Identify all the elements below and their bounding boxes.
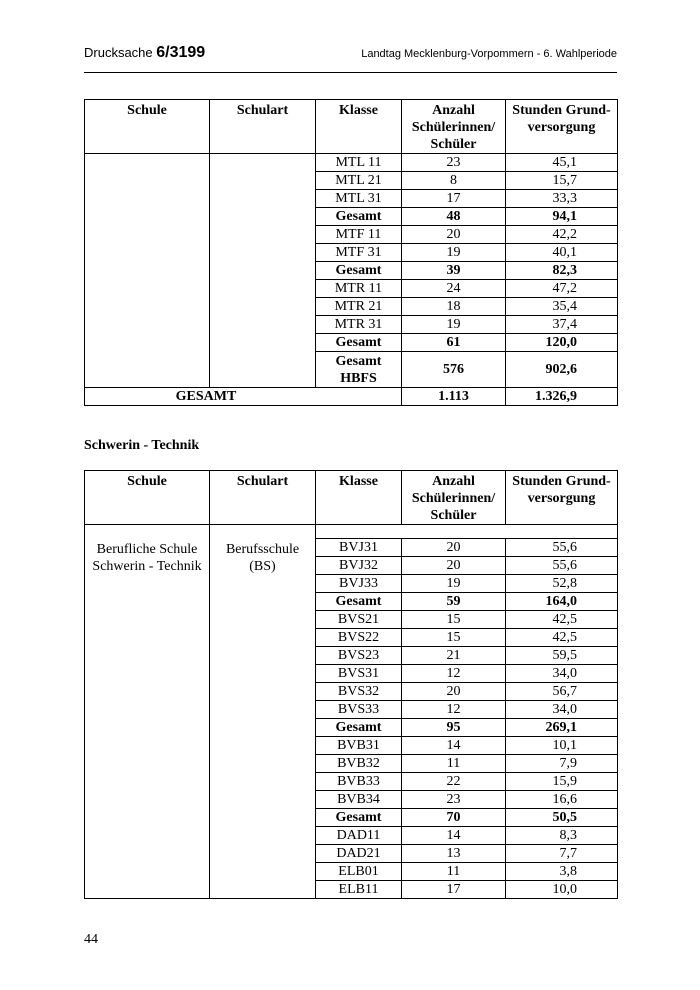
total-stunden: 1.326,9 — [506, 388, 618, 406]
stunden-cell: 15,7 — [506, 172, 618, 190]
document-number: Drucksache 6/3199 — [84, 44, 206, 61]
anzahl-cell: 70 — [402, 809, 506, 827]
anzahl-cell: 48 — [402, 208, 506, 226]
stunden-cell: 40,1 — [506, 244, 618, 262]
klasse-cell: BVS32 — [316, 683, 402, 701]
stunden-cell: 55,6 — [506, 539, 618, 557]
stunden-cell: 3,8 — [506, 863, 618, 881]
anzahl-cell: 20 — [402, 539, 506, 557]
stunden-cell: 42,5 — [506, 629, 618, 647]
stunden-cell: 42,2 — [506, 226, 618, 244]
stunden-cell: 902,6 — [506, 352, 618, 388]
klasse-cell: BVB33 — [316, 773, 402, 791]
anzahl-cell: 20 — [402, 683, 506, 701]
klasse-cell: BVJ32 — [316, 557, 402, 575]
spacer-row — [85, 525, 618, 539]
anzahl-cell: 12 — [402, 665, 506, 683]
klasse-cell: Gesamt — [316, 593, 402, 611]
anzahl-cell: 17 — [402, 881, 506, 899]
klasse-cell: BVS33 — [316, 701, 402, 719]
stunden-cell: 164,0 — [506, 593, 618, 611]
klasse-cell: MTR 31 — [316, 316, 402, 334]
anzahl-cell: 19 — [402, 316, 506, 334]
stunden-cell: 42,5 — [506, 611, 618, 629]
schulart-cell — [210, 154, 316, 388]
stunden-cell: 33,3 — [506, 190, 618, 208]
anzahl-cell: 13 — [402, 845, 506, 863]
schulart-cell: Berufsschule (BS) — [210, 525, 316, 899]
anzahl-cell: 12 — [402, 701, 506, 719]
stunden-cell: 16,6 — [506, 791, 618, 809]
stunden-cell: 10,1 — [506, 737, 618, 755]
total-label: GESAMT — [85, 388, 402, 406]
stunden-cell: 59,5 — [506, 647, 618, 665]
anzahl-cell: 23 — [402, 154, 506, 172]
klasse-cell: BVJ31 — [316, 539, 402, 557]
col-header-stunden: Stunden Grund- versorgung — [506, 471, 618, 525]
stunden-cell: 52,8 — [506, 575, 618, 593]
klasse-cell: MTL 21 — [316, 172, 402, 190]
col-header-schulart: Schulart — [210, 471, 316, 525]
col-header-klasse: Klasse — [316, 471, 402, 525]
anzahl-cell: 95 — [402, 719, 506, 737]
stunden-cell: 37,4 — [506, 316, 618, 334]
klasse-cell: BVS31 — [316, 665, 402, 683]
stunden-cell: 34,0 — [506, 701, 618, 719]
klasse-cell: BVB34 — [316, 791, 402, 809]
anzahl-cell: 20 — [402, 557, 506, 575]
anzahl-cell: 22 — [402, 773, 506, 791]
stunden-cell: 8,3 — [506, 827, 618, 845]
klasse-cell: MTL 31 — [316, 190, 402, 208]
col-header-anzahl: Anzahl Schülerinnen/ Schüler — [402, 100, 506, 154]
klasse-cell: Gesamt — [316, 809, 402, 827]
anzahl-cell: 8 — [402, 172, 506, 190]
anzahl-cell: 14 — [402, 737, 506, 755]
klasse-cell: MTR 11 — [316, 280, 402, 298]
klasse-cell: BVB32 — [316, 755, 402, 773]
anzahl-cell: 39 — [402, 262, 506, 280]
klasse-cell: MTR 21 — [316, 298, 402, 316]
klasse-cell: ELB01 — [316, 863, 402, 881]
stunden-cell: 120,0 — [506, 334, 618, 352]
spacer-cell — [316, 525, 618, 539]
klasse-cell: DAD11 — [316, 827, 402, 845]
stunden-cell: 7,7 — [506, 845, 618, 863]
klasse-cell: BVS23 — [316, 647, 402, 665]
klasse-cell: Gesamt — [316, 208, 402, 226]
section-title: Schwerin - Technik — [84, 438, 200, 453]
stunden-cell: 7,9 — [506, 755, 618, 773]
col-header-schule: Schule — [85, 100, 210, 154]
table-hbfs — [84, 99, 618, 406]
stunden-cell: 34,0 — [506, 665, 618, 683]
total-row — [85, 388, 618, 406]
anzahl-cell: 19 — [402, 575, 506, 593]
stunden-cell: 10,0 — [506, 881, 618, 899]
anzahl-cell: 11 — [402, 863, 506, 881]
klasse-cell: Gesamt HBFS — [316, 352, 402, 388]
anzahl-cell: 19 — [402, 244, 506, 262]
klasse-cell: BVJ33 — [316, 575, 402, 593]
anzahl-cell: 17 — [402, 190, 506, 208]
klasse-cell: BVS22 — [316, 629, 402, 647]
stunden-cell: 94,1 — [506, 208, 618, 226]
schule-cell — [85, 154, 210, 388]
anzahl-cell: 61 — [402, 334, 506, 352]
klasse-cell: ELB11 — [316, 881, 402, 899]
stunden-cell: 269,1 — [506, 719, 618, 737]
schule-cell: Berufliche Schule Schwerin - Technik — [85, 525, 210, 899]
stunden-cell: 50,5 — [506, 809, 618, 827]
table-row — [85, 154, 618, 172]
anzahl-cell: 21 — [402, 647, 506, 665]
stunden-cell: 45,1 — [506, 154, 618, 172]
klasse-cell: Gesamt — [316, 262, 402, 280]
anzahl-cell: 59 — [402, 593, 506, 611]
anzahl-cell: 23 — [402, 791, 506, 809]
stunden-cell: 47,2 — [506, 280, 618, 298]
klasse-cell: MTF 11 — [316, 226, 402, 244]
klasse-cell: DAD21 — [316, 845, 402, 863]
stunden-cell: 15,9 — [506, 773, 618, 791]
page-number: 44 — [84, 932, 98, 947]
total-anzahl: 1.113 — [402, 388, 506, 406]
klasse-cell: MTL 11 — [316, 154, 402, 172]
col-header-stunden: Stunden Grund- versorgung — [506, 100, 618, 154]
table-schwerin-technik — [84, 470, 618, 899]
anzahl-cell: 20 — [402, 226, 506, 244]
stunden-cell: 35,4 — [506, 298, 618, 316]
page-header — [84, 40, 617, 73]
col-header-klasse: Klasse — [316, 100, 402, 154]
klasse-cell: BVS21 — [316, 611, 402, 629]
klasse-cell: MTF 31 — [316, 244, 402, 262]
klasse-cell: Gesamt — [316, 334, 402, 352]
col-header-schule: Schule — [85, 471, 210, 525]
anzahl-cell: 15 — [402, 611, 506, 629]
stunden-cell: 82,3 — [506, 262, 618, 280]
col-header-schulart: Schulart — [210, 100, 316, 154]
anzahl-cell: 11 — [402, 755, 506, 773]
parliament-label: Landtag Mecklenburg-Vorpommern - 6. Wahlperiode — [361, 48, 617, 60]
anzahl-cell: 576 — [402, 352, 506, 388]
klasse-cell: BVB31 — [316, 737, 402, 755]
klasse-cell: Gesamt — [316, 719, 402, 737]
anzahl-cell: 14 — [402, 827, 506, 845]
col-header-anzahl: Anzahl Schülerinnen/ Schüler — [402, 471, 506, 525]
stunden-cell: 56,7 — [506, 683, 618, 701]
anzahl-cell: 24 — [402, 280, 506, 298]
anzahl-cell: 15 — [402, 629, 506, 647]
stunden-cell: 55,6 — [506, 557, 618, 575]
anzahl-cell: 18 — [402, 298, 506, 316]
